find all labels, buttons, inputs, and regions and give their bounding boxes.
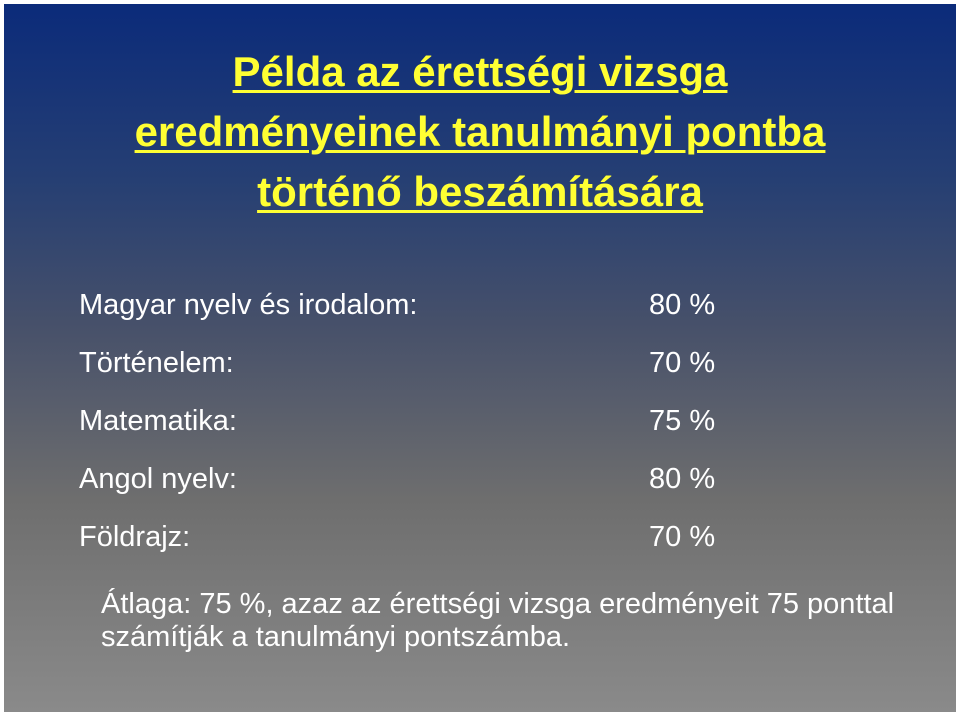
subject-name: Történelem: (79, 347, 234, 379)
title-line-2: eredményeinek tanulmányi pontba (134, 108, 826, 155)
subject-name: Földrajz: (79, 521, 191, 553)
summary-text: Átlaga: 75 %, azaz az érettségi vizsga eredményeit 75 ponttal számítják a tanulmányi pontszámba. (101, 588, 895, 653)
subject-row-magyar (79, 276, 779, 334)
slide-title (4, 42, 956, 222)
subject-percent: 80 % (649, 289, 716, 321)
subject-list (79, 276, 779, 566)
subject-percent: 80 % (649, 463, 716, 495)
subject-row-tortenelem (79, 334, 779, 392)
subject-name: Matematika: (79, 405, 237, 437)
title-line-3: történő beszámítására (257, 168, 703, 215)
subject-row-angol (79, 450, 779, 508)
subject-name: Angol nyelv: (79, 463, 237, 495)
subject-percent: 75 % (649, 405, 716, 437)
subject-percent: 70 % (649, 347, 716, 379)
subject-percent: 70 % (649, 521, 716, 553)
subject-row-foldrajz (79, 508, 779, 566)
slide (4, 4, 956, 712)
subject-name: Magyar nyelv és irodalom: (79, 289, 418, 321)
subject-row-matematika (79, 392, 779, 450)
title-line-1: Példa az érettségi vizsga (232, 48, 728, 95)
